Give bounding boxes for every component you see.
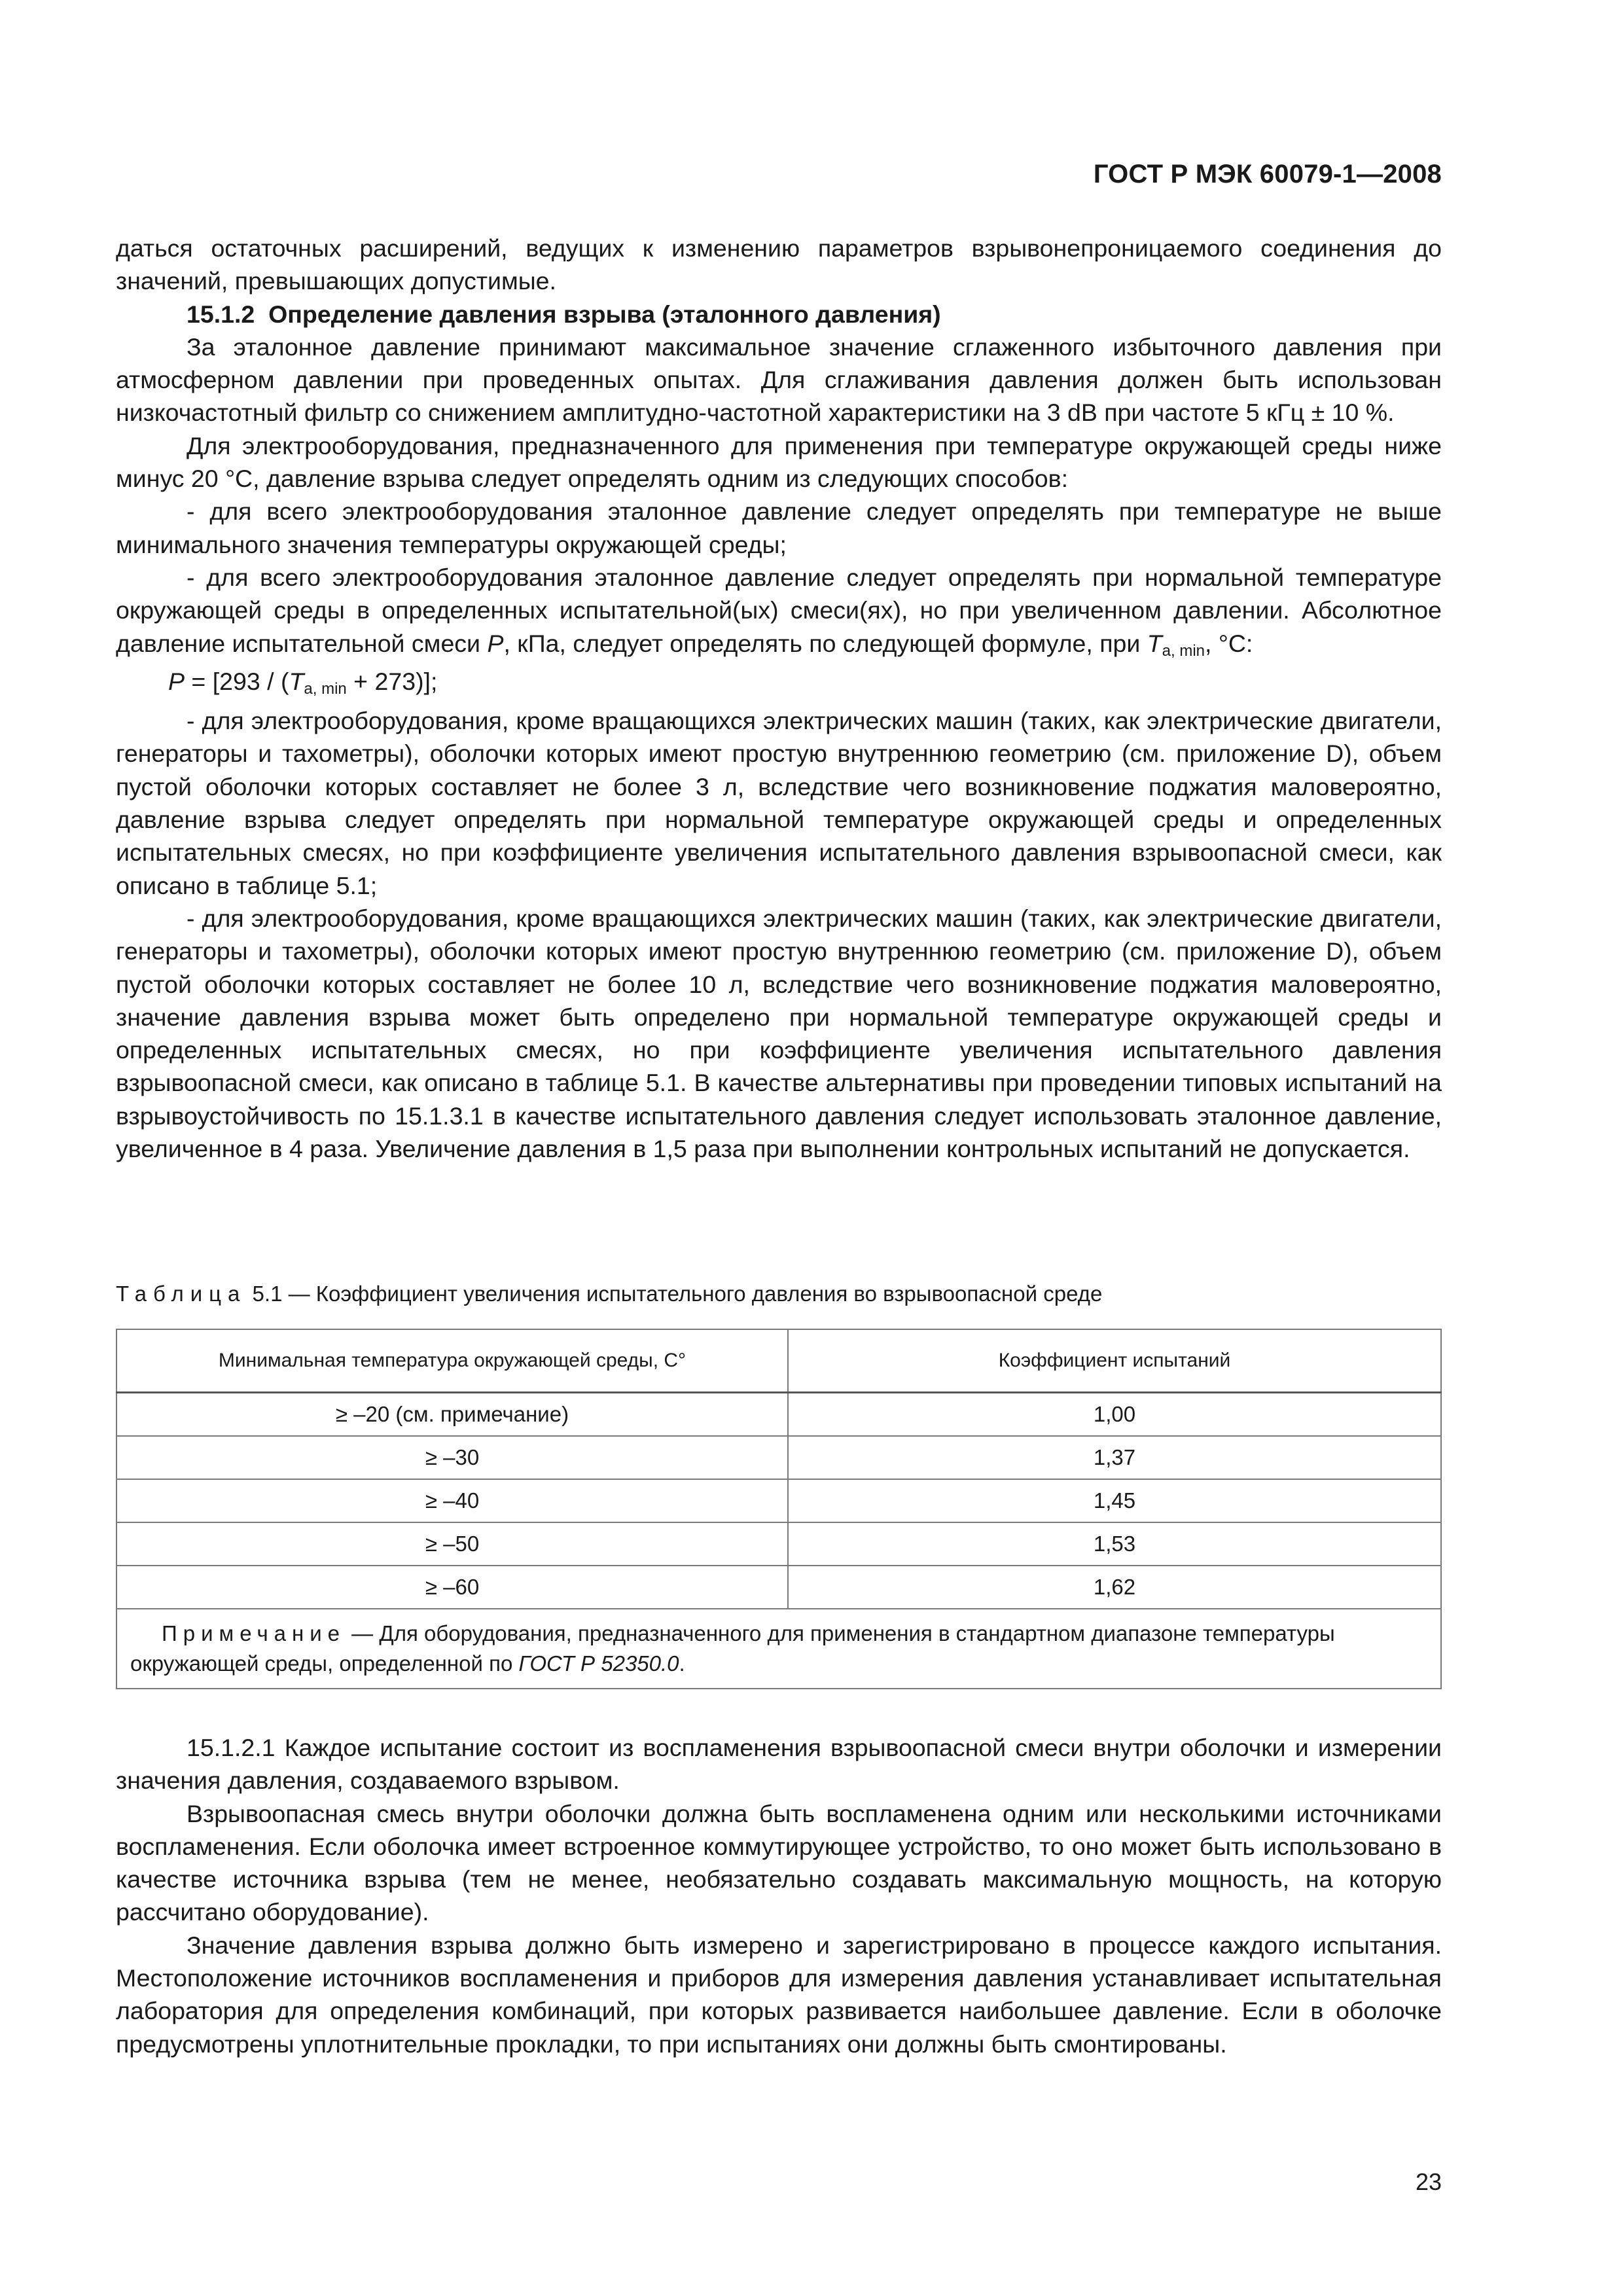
section-heading xyxy=(116,298,1442,331)
table-note-row xyxy=(116,1609,1441,1689)
coef-cell: 1,45 xyxy=(788,1479,1441,1522)
note-text: — Для оборудования, предназначенного для применения в стандартном диапазоне температуры окружающей среды, определенной по xyxy=(130,1621,1335,1676)
table-note xyxy=(116,1609,1441,1689)
caption-label: Таблица xyxy=(116,1282,247,1306)
caption-text: 5.1 — Коэффициент увеличения испытательного давления во взрывоопасной среде xyxy=(246,1282,1103,1306)
section-title: Определение давления взрыва (эталонного давления) xyxy=(268,300,941,328)
coef-cell: 1,37 xyxy=(788,1436,1441,1479)
variable: P xyxy=(487,629,504,657)
variable: T xyxy=(289,667,304,695)
list-item xyxy=(116,561,1442,660)
text-fragment: , °С: xyxy=(1205,629,1253,657)
temp-cell: ≥ –60 xyxy=(116,1566,788,1609)
formula-part: + 273)]; xyxy=(346,667,438,695)
coefficient-table xyxy=(116,1329,1442,1689)
list-item: - для всего электрооборудования эталонное давление следует определять при температуре не выше минимального значения температуры окружающей среды; xyxy=(116,497,1442,558)
temp-cell: ≥ –50 xyxy=(116,1522,788,1566)
temp-cell: ≥ –30 xyxy=(116,1436,788,1479)
list-item: - для электрооборудования, кроме вращающихся электрических машин (таких, как электрические двигатели, генераторы и тахометры), оболочки которых имеют простую внутреннюю геометрию (см. приложение D), объем пустой оболочки которых составляет не более 3 л, вследствие чего возникновение поджатия маловероятно, давление взрыва следует определять при нормальной температуре окружающей среды и определенных испытательных смесях, но при коэффициенте увеличения испытательного давления взрывоопасной смеси, как описано в таблице 5.1; xyxy=(116,707,1442,899)
note-reference: ГОСТ Р 52350.0 xyxy=(518,1651,679,1676)
table-caption xyxy=(116,1282,1442,1306)
list-item: - для электрооборудования, кроме вращающихся электрических машин (таких, как электрические двигатели, генераторы и тахометры), оболочки которых имеют простую внутреннюю геометрию (см. приложение D), объем пустой оболочки которых составляет не более 10 л, вследствие чего возникновение поджатия маловероятно, значение давления взрыва может быть определено при нормальной температуре окружающей среды и определенных испытательных смесях, но при коэффициенте увеличения испытательного давления взрывоопасной смеси, как описано в таблице 5.1. В качестве альтернативы при проведении типовых испытаний на взрывоустойчивость по 15.1.3.1 в качестве испытательного давления следует использовать эталонное давление, увеличенное в 4 раза. Увеличение давления в 1,5 раза при выполнении контрольных испытаний не допускается. xyxy=(116,904,1442,1163)
table-row xyxy=(116,1479,1441,1522)
document-header: ГОСТ Р МЭК 60079-1—2008 xyxy=(1093,160,1442,188)
text-fragment: , кПа, следует определять по следующей формуле, при xyxy=(503,629,1147,657)
coef-cell: 1,62 xyxy=(788,1566,1441,1609)
column-header: Коэффициент испытаний xyxy=(788,1329,1441,1393)
note-label: Примечание xyxy=(162,1621,346,1645)
coef-cell: 1,53 xyxy=(788,1522,1441,1566)
main-text-continued xyxy=(116,1731,1442,2060)
formula xyxy=(116,665,1442,698)
temp-cell: ≥ –40 xyxy=(116,1479,788,1522)
variable: P xyxy=(168,667,185,695)
table-row xyxy=(116,1566,1441,1609)
paragraph: За эталонное давление принимают максимальное значение сглаженного избыточного давления при атмосферном давлении при проведенных опытах. Для сглаживания давления должен быть использован низкочастотный фильтр со снижением амплитудно-частотной характеристики на 3 dB при частоте 5 кГц ± 10 %. xyxy=(116,332,1442,427)
subscript: a, min xyxy=(304,679,347,698)
text-fragment: - для всего электрооборудования эталонное давление следует определять при нормальной температуре окружающей среды в определенных испытательной(ых) смеси(ях), но при увеличенном давлении. Абсолютное давление испытательной смеси xyxy=(116,563,1442,657)
column-header: Минимальная температура окружающей среды, С° xyxy=(116,1329,788,1393)
temp-cell: ≥ –20 (см. примечание) xyxy=(116,1393,788,1437)
page-number: 23 xyxy=(1415,2168,1442,2195)
table-row xyxy=(116,1522,1441,1566)
paragraph: 15.1.2.1 Каждое испытание состоит из воспламенения взрывоопасной смеси внутри оболочки и измерении значения давления, создаваемого взрывом. xyxy=(116,1734,1442,1795)
main-text xyxy=(116,232,1442,1165)
section-number: 15.1.2 xyxy=(187,300,255,328)
variable: T xyxy=(1147,629,1162,657)
paragraph: даться остаточных расширений, ведущих к изменению параметров взрывонепроницаемого соединения до значений, превышающих допустимые. xyxy=(116,234,1442,295)
coef-cell: 1,00 xyxy=(788,1393,1441,1437)
table-row xyxy=(116,1393,1441,1437)
subscript: a, min xyxy=(1162,641,1205,660)
note-end: . xyxy=(679,1651,685,1676)
table-row xyxy=(116,1436,1441,1479)
paragraph: Для электрооборудования, предназначенного для применения при температуре окружающей среды ниже минус 20 °С, давление взрыва следует определять одним из следующих способов: xyxy=(116,431,1442,493)
paragraph: Значение давления взрыва должно быть измерено и зарегистрировано в процессе каждого испытания. Местоположение источников воспламенения и приборов для измерения давления устанавливает испытательная лаборатория для определения комбинаций, при которых развивается наибольшее давление. Если в оболочке предусмотрены уплотнительные прокладки, то при испытаниях они должны быть смонтированы. xyxy=(116,1931,1442,2058)
formula-part: = [293 / ( xyxy=(185,667,289,695)
paragraph: Взрывоопасная смесь внутри оболочки должна быть воспламенена одним или несколькими источниками воспламенения. Если оболочка имеет встроенное коммутирующее устройство, то оно может быть использовано в качестве источника взрыва (тем не менее, необязательно создавать максимальную мощность, на которую рассчитано оборудование). xyxy=(116,1799,1442,1926)
